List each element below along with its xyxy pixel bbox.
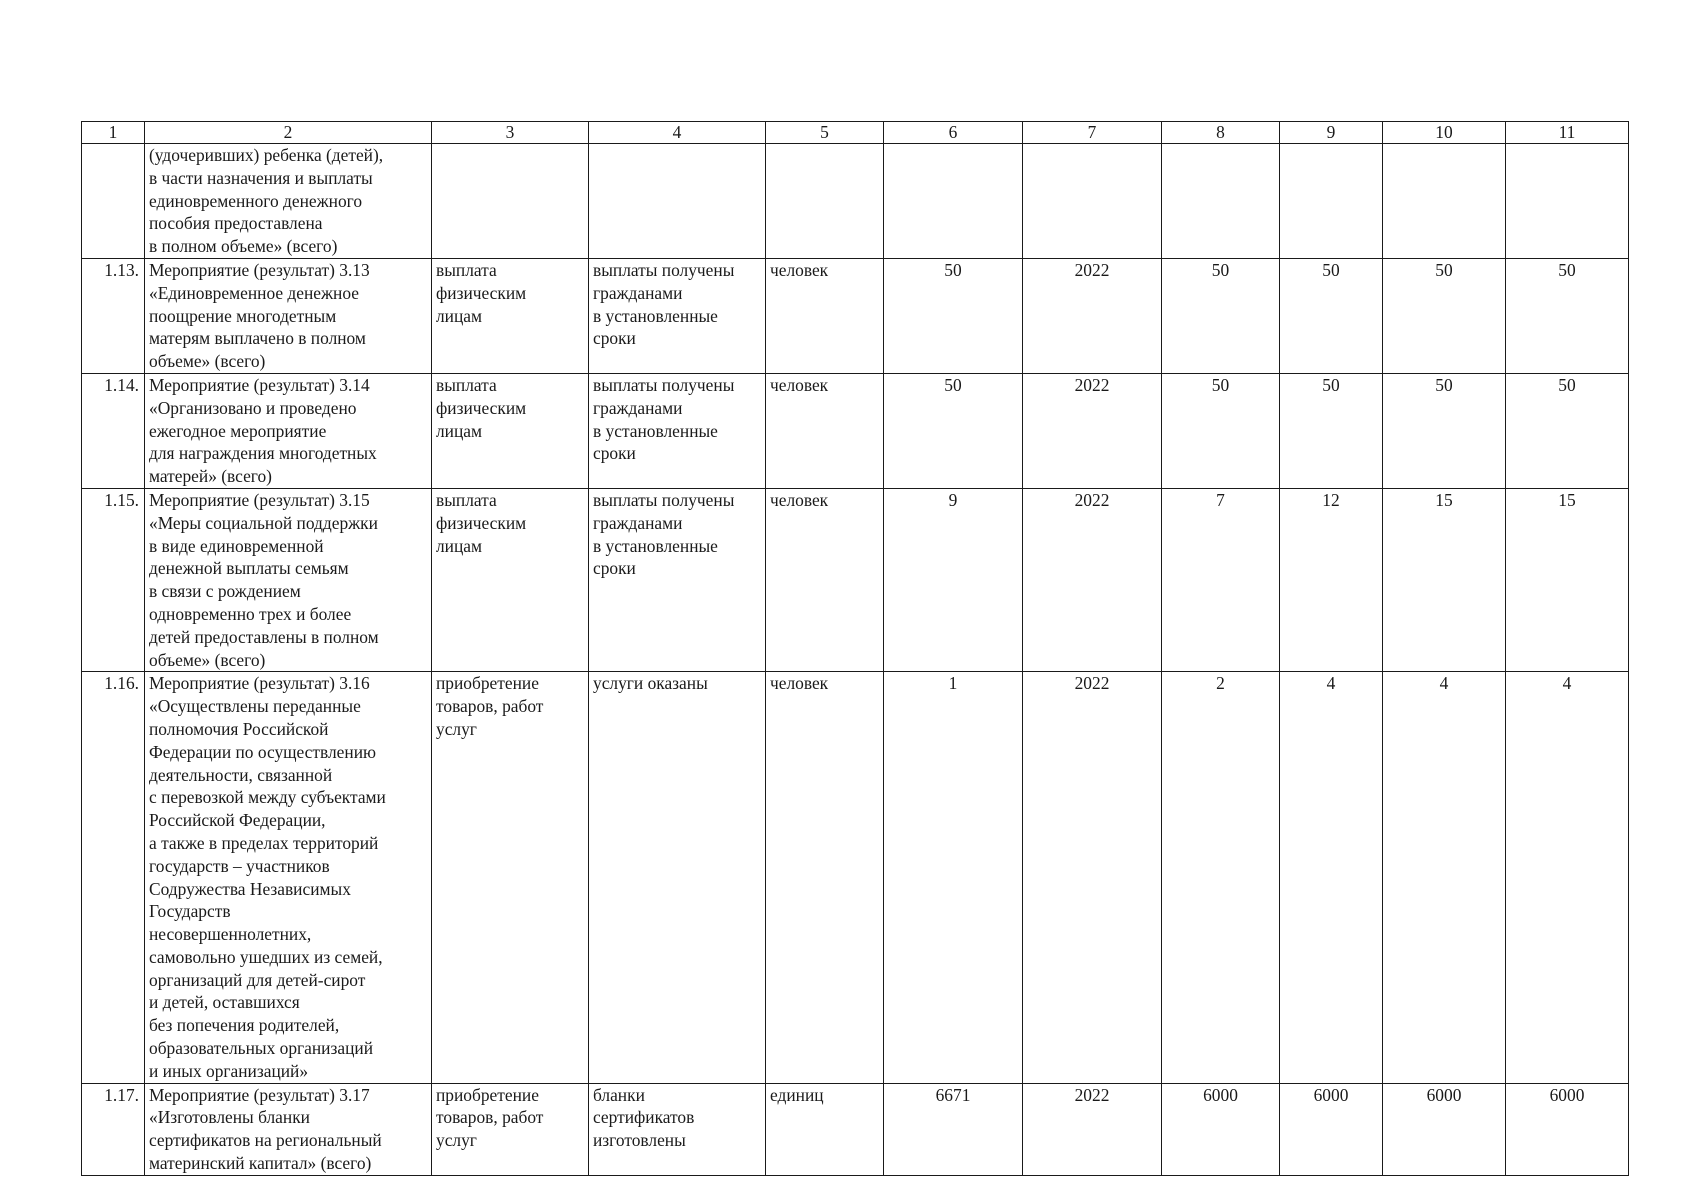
value-col10-cell: 15 xyxy=(1383,488,1506,671)
activity-type-cell: приобретение товаров, работ услуг xyxy=(432,672,589,1083)
value-col8-cell: 6000 xyxy=(1162,1083,1280,1175)
activity-name-cell: Мероприятие (результат) 3.17 «Изготовлены бланки сертификатов на региональный материнский капитал» (всего) xyxy=(145,1083,432,1175)
column-number: 7 xyxy=(1023,122,1162,144)
base-value-cell: 50 xyxy=(884,258,1023,373)
column-number: 11 xyxy=(1506,122,1629,144)
value-col8-cell xyxy=(1162,144,1280,259)
unit-cell xyxy=(766,144,884,259)
result-description-cell: выплаты получены гражданами в установленные сроки xyxy=(589,488,766,671)
column-number: 6 xyxy=(884,122,1023,144)
row-number-cell: 1.14. xyxy=(82,373,145,488)
base-year-cell: 2022 xyxy=(1023,672,1162,1083)
value-col9-cell: 50 xyxy=(1280,373,1383,488)
activity-type-cell: выплата физическим лицам xyxy=(432,373,589,488)
base-value-cell: 9 xyxy=(884,488,1023,671)
value-col9-cell: 4 xyxy=(1280,672,1383,1083)
unit-cell: единиц xyxy=(766,1083,884,1175)
value-col10-cell: 6000 xyxy=(1383,1083,1506,1175)
activity-type-cell: приобретение товаров, работ услуг xyxy=(432,1083,589,1175)
value-col8-cell: 50 xyxy=(1162,258,1280,373)
base-value-cell: 1 xyxy=(884,672,1023,1083)
base-year-cell: 2022 xyxy=(1023,258,1162,373)
results-table xyxy=(81,121,1629,1176)
row-number-cell xyxy=(82,144,145,259)
column-number: 5 xyxy=(766,122,884,144)
column-number: 8 xyxy=(1162,122,1280,144)
activity-type-cell: выплата физическим лицам xyxy=(432,488,589,671)
unit-cell: человек xyxy=(766,373,884,488)
column-number: 4 xyxy=(589,122,766,144)
table-row xyxy=(82,488,1629,671)
value-col9-cell xyxy=(1280,144,1383,259)
base-year-cell: 2022 xyxy=(1023,488,1162,671)
row-number-cell: 1.16. xyxy=(82,672,145,1083)
result-description-cell xyxy=(589,144,766,259)
value-col8-cell: 50 xyxy=(1162,373,1280,488)
value-col11-cell: 50 xyxy=(1506,258,1629,373)
column-number: 9 xyxy=(1280,122,1383,144)
activity-name-cell: Мероприятие (результат) 3.14 «Организовано и проведено ежегодное мероприятие для награждения многодетных матерей» (всего) xyxy=(145,373,432,488)
table-row xyxy=(82,258,1629,373)
value-col11-cell: 4 xyxy=(1506,672,1629,1083)
activity-type-cell xyxy=(432,144,589,259)
value-col10-cell: 50 xyxy=(1383,258,1506,373)
unit-cell: человек xyxy=(766,488,884,671)
value-col11-cell xyxy=(1506,144,1629,259)
activity-name-cell: Мероприятие (результат) 3.16 «Осуществлены переданные полномочия Российской Федерации по осуществлению деятельности, связанной с перевозкой между субъектами Российской Федерации, а также в пределах территорий государств – участников Содружества Независимых Государств несовершеннолетних, самовольно ушедших из семей, организаций для детей-сирот и детей, оставшихся без попечения родителей, образовательных организаций и иных организаций» xyxy=(145,672,432,1083)
base-value-cell: 50 xyxy=(884,373,1023,488)
base-year-cell xyxy=(1023,144,1162,259)
column-number: 1 xyxy=(82,122,145,144)
unit-cell: человек xyxy=(766,258,884,373)
value-col9-cell: 6000 xyxy=(1280,1083,1383,1175)
table-row xyxy=(82,1083,1629,1175)
activity-name-cell: Мероприятие (результат) 3.15 «Меры социальной поддержки в виде единовременной денежной выплаты семьям в связи с рождением одновременно трех и более детей предоставлены в полном объеме» (всего) xyxy=(145,488,432,671)
value-col10-cell: 50 xyxy=(1383,373,1506,488)
column-number: 2 xyxy=(145,122,432,144)
value-col11-cell: 6000 xyxy=(1506,1083,1629,1175)
table-body xyxy=(82,122,1629,1176)
row-number-cell: 1.13. xyxy=(82,258,145,373)
activity-type-cell: выплата физическим лицам xyxy=(432,258,589,373)
value-col11-cell: 50 xyxy=(1506,373,1629,488)
activity-name-cell: (удочеривших) ребенка (детей), в части назначения и выплаты единовременного денежного пособия предоставлена в полном объеме» (всего) xyxy=(145,144,432,259)
result-description-cell: выплаты получены гражданами в установленные сроки xyxy=(589,258,766,373)
row-number-cell: 1.17. xyxy=(82,1083,145,1175)
value-col8-cell: 7 xyxy=(1162,488,1280,671)
base-year-cell: 2022 xyxy=(1023,373,1162,488)
value-col11-cell: 15 xyxy=(1506,488,1629,671)
column-number: 3 xyxy=(432,122,589,144)
result-description-cell: бланки сертификатов изготовлены xyxy=(589,1083,766,1175)
base-year-cell: 2022 xyxy=(1023,1083,1162,1175)
table-row xyxy=(82,672,1629,1083)
activity-name-cell: Мероприятие (результат) 3.13 «Единовременное денежное поощрение многодетным матерям выплачено в полном объеме» (всего) xyxy=(145,258,432,373)
column-number: 10 xyxy=(1383,122,1506,144)
value-col9-cell: 12 xyxy=(1280,488,1383,671)
row-number-cell: 1.15. xyxy=(82,488,145,671)
value-col10-cell xyxy=(1383,144,1506,259)
base-value-cell: 6671 xyxy=(884,1083,1023,1175)
result-description-cell: выплаты получены гражданами в установленные сроки xyxy=(589,373,766,488)
base-value-cell xyxy=(884,144,1023,259)
table-row xyxy=(82,373,1629,488)
table-row xyxy=(82,144,1629,259)
value-col10-cell: 4 xyxy=(1383,672,1506,1083)
unit-cell: человек xyxy=(766,672,884,1083)
value-col9-cell: 50 xyxy=(1280,258,1383,373)
column-number-row xyxy=(82,122,1629,144)
value-col8-cell: 2 xyxy=(1162,672,1280,1083)
result-description-cell: услуги оказаны xyxy=(589,672,766,1083)
